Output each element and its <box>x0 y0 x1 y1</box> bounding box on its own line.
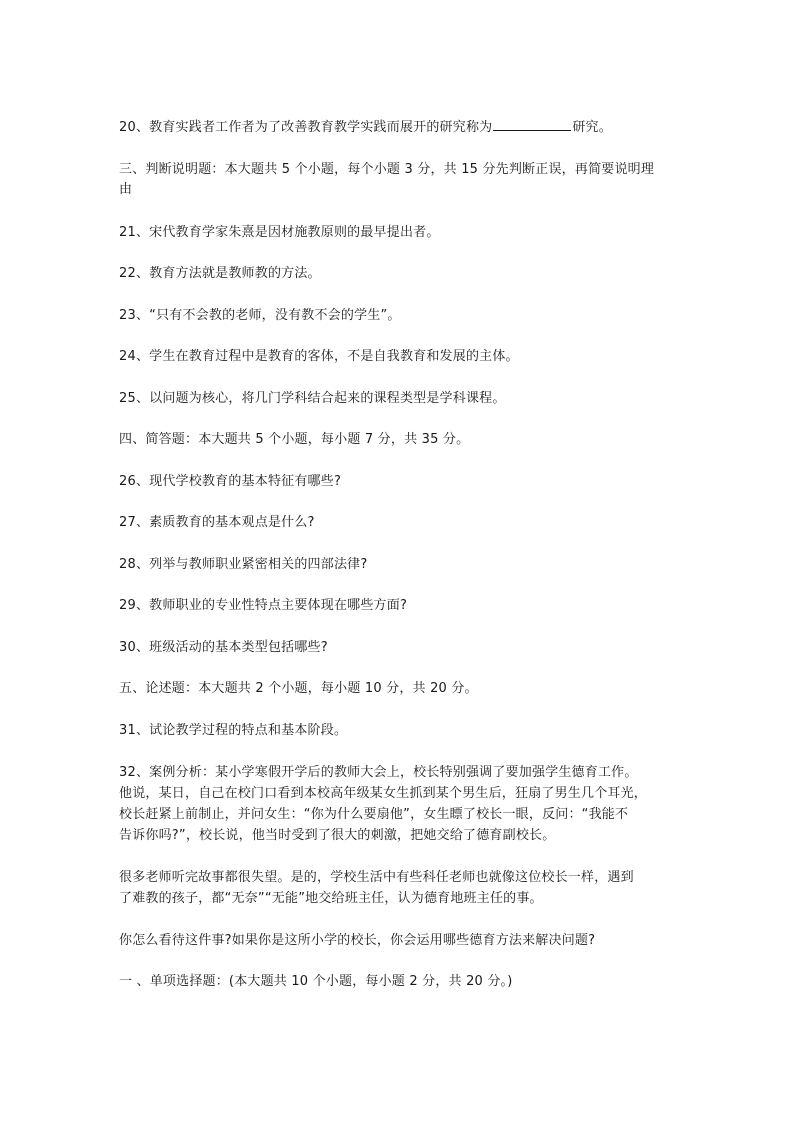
question-25: 25、以问题为核心，将几门学科结合起来的课程类型是学科课程。 <box>119 391 506 406</box>
section-1-heading: 一 、单项选择题：(本大题共 10 个小题，每小题 2 分，共 20 分。) <box>119 974 513 989</box>
question-29: 29、教师职业的专业性特点主要体现在哪些方面? <box>119 598 408 613</box>
question-20-end: 研究。 <box>572 120 612 135</box>
question-32-line-4: 告诉你吗?”，校长说，他当时受到了很大的刺激，把她交给了德育副校长。 <box>119 828 556 843</box>
question-23: 23、“只有不会教的老师，没有教不会的学生”。 <box>119 308 401 323</box>
question-32-line-2: 他说，某日，自己在校门口看到本校高年级某女生抓到某个男生后，狂扇了男生几个耳光， <box>119 786 648 801</box>
paragraph-3: 你怎么看待这件事?如果你是这所小学的校长，你会运用哪些德育方法来解决问题? <box>119 933 596 948</box>
question-32-line-3: 校长赶紧上前制止，并问女生：“你为什么要扇他”，女生瞟了校长一眼，反问：“我能不 <box>119 807 629 822</box>
question-31: 31、试论教学过程的特点和基本阶段。 <box>119 723 348 738</box>
section-3-heading: 三、判断说明题：本大题共 5 个小题，每个小题 3 分，共 15 分先判断正误，再简要说明理 <box>119 162 655 177</box>
paragraph-2-line-1: 很多老师听完故事都很失望。是的，学校生活中有些科任老师也就像这位校长一样，遇到 <box>119 870 634 885</box>
question-20-text: 20、教育实践者工作者为了改善教育教学实践而展开的研究称为 <box>119 120 493 135</box>
question-27: 27、素质教育的基本观点是什么? <box>119 515 315 530</box>
answer-blank <box>493 118 571 131</box>
question-21: 21、宋代教育学家朱熹是因材施教原则的最早提出者。 <box>119 225 440 240</box>
question-24: 24、学生在教育过程中是教育的客体，不是自我教育和发展的主体。 <box>119 349 519 364</box>
question-30: 30、班级活动的基本类型包括哪些? <box>119 640 328 655</box>
paragraph-2-line-2: 了难教的孩子，都“无奈”“无能”地交给班主任，认为德育地班主任的事。 <box>119 891 543 906</box>
section-3-heading-cont: 由 <box>119 182 133 197</box>
question-28: 28、列举与教师职业紧密相关的四部法律? <box>119 557 368 572</box>
question-32-line-1: 32、案例分析：某小学寒假开学后的教师大会上，校长特别强调了要加强学生德育工作。 <box>119 765 638 780</box>
section-5-heading: 五、论述题：本大题共 2 个小题，每小题 10 分，共 20 分。 <box>119 681 478 696</box>
section-4-heading: 四、简答题：本大题共 5 个小题，每小题 7 分，共 35 分。 <box>119 432 470 447</box>
question-20 <box>119 118 612 138</box>
question-22: 22、教育方法就是教师教的方法。 <box>119 266 321 281</box>
question-26: 26、现代学校教育的基本特征有哪些? <box>119 474 342 489</box>
